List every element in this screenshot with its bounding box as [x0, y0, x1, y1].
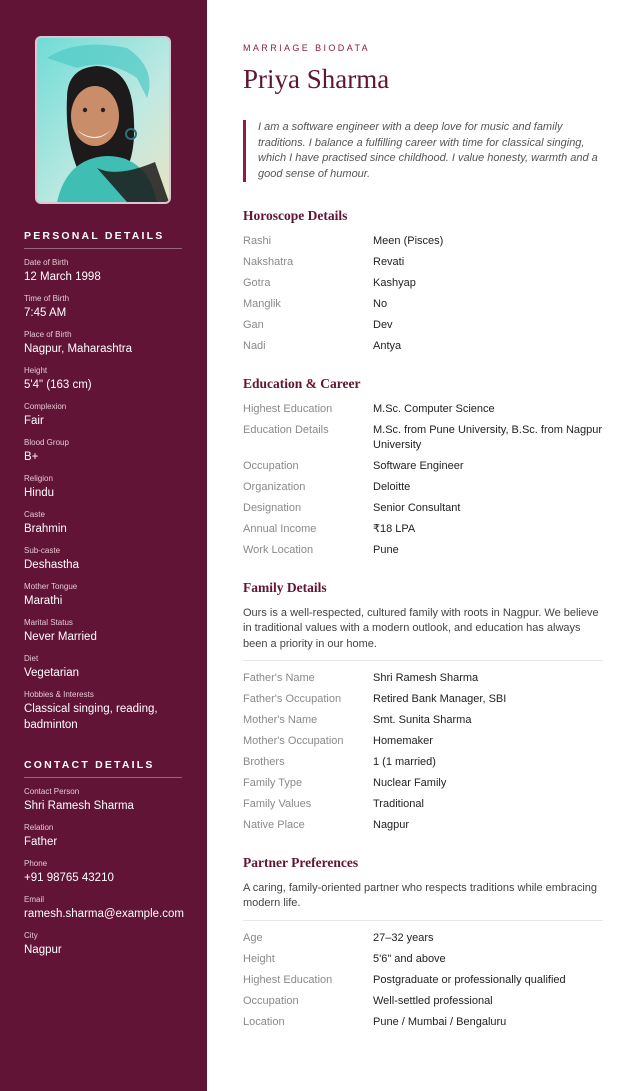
partner-row-label: Highest Education [243, 973, 333, 986]
partner-row-value: Well-settled professional [373, 994, 493, 1007]
education-row-label: Annual Income [243, 523, 317, 535]
horoscope-row-value: Antya [373, 340, 402, 352]
personal-detail-label: Mother Tongue [24, 582, 78, 591]
personal-detail-item [24, 545, 183, 573]
contact-detail-item [24, 930, 183, 958]
family-row-value: Smt. Sunita Sharma [373, 714, 472, 726]
personal-detail-value: Marathi [24, 595, 63, 607]
personal-detail-label: Marital Status [24, 618, 73, 627]
personal-detail-value: Vegetarian [24, 667, 79, 679]
education-row-label: Education Details [243, 423, 329, 436]
contact-detail-value: Father [24, 836, 58, 848]
personal-detail-value: 12 March 1998 [24, 271, 101, 283]
horoscope-row-value: Meen (Pisces) [373, 235, 444, 247]
personal-detail-item [24, 617, 183, 645]
personal-detail-value: Deshastha [24, 559, 79, 571]
personal-detail-label: Religion [24, 474, 53, 483]
horoscope-row-label: Rashi [243, 235, 272, 247]
education-section [243, 376, 610, 559]
contact-detail-value: Shri Ramesh Sharma [24, 800, 134, 812]
partner-rows [243, 931, 610, 1031]
personal-detail-item [24, 581, 183, 609]
partner-row [243, 973, 610, 989]
personal-detail-label: Place of Birth [24, 330, 72, 339]
education-row-label: Occupation [243, 460, 299, 472]
family-row [243, 776, 610, 792]
family-title: Family Details [243, 579, 327, 595]
family-row-label: Brothers [243, 756, 285, 768]
personal-details-heading: PERSONAL DETAILS [24, 230, 182, 249]
horoscope-row-value: No [373, 298, 388, 310]
contact-detail-label: City [24, 931, 38, 940]
candidate-name: Priya Sharma [243, 64, 390, 94]
education-row-value: M.Sc. from Pune University, B.Sc. from Nagpur University [373, 423, 603, 451]
family-row-value: Shri Ramesh Sharma [373, 672, 479, 684]
partner-row-label: Height [243, 952, 275, 965]
personal-detail-item [24, 473, 183, 501]
partner-row-value: Pune / Mumbai / Bengaluru [373, 1015, 507, 1028]
horoscope-row-label: Manglik [243, 298, 281, 310]
family-row [243, 755, 610, 771]
contact-detail-label: Contact Person [24, 787, 80, 796]
personal-detail-value: Never Married [24, 631, 97, 643]
contact-detail-label: Email [24, 895, 45, 904]
profile-photo [35, 36, 171, 204]
horoscope-section [243, 208, 610, 355]
family-row-value: Traditional [373, 798, 424, 810]
education-rows [243, 402, 610, 559]
contact-detail-label: Phone [24, 859, 48, 868]
sidebar [0, 0, 207, 1091]
family-row-label: Father's Name [243, 672, 315, 684]
contact-detail-label: Relation [24, 823, 54, 832]
personal-detail-item [24, 653, 183, 681]
contact-detail-item [24, 894, 183, 922]
horoscope-title: Horoscope Details [243, 208, 348, 223]
horoscope-row [243, 297, 610, 313]
personal-detail-label: Diet [24, 654, 39, 663]
personal-detail-value: Hindu [24, 487, 55, 499]
personal-detail-item [24, 257, 183, 285]
contact-detail-item [24, 858, 183, 886]
education-row-value: M.Sc. Computer Science [373, 402, 495, 415]
personal-detail-item [24, 365, 183, 393]
contact-detail-item [24, 822, 183, 850]
main-content [207, 0, 640, 1091]
partner-row-value: 5'6" and above [373, 952, 446, 965]
horoscope-row [243, 276, 610, 292]
family-row-label: Father's Occupation [243, 693, 342, 705]
personal-detail-item [24, 437, 183, 465]
partner-row-value: 27–32 years [373, 931, 434, 944]
family-row-label: Mother's Occupation [243, 735, 344, 747]
education-row [243, 423, 610, 454]
personal-detail-value: 5'4" (163 cm) [24, 379, 92, 391]
family-row-value: 1 (1 married) [373, 756, 436, 768]
horoscope-row [243, 339, 610, 355]
family-row-value: Homemaker [373, 735, 433, 747]
contact-details-list [24, 786, 183, 958]
education-title: Education & Career [243, 375, 361, 391]
contact-detail-value: Nagpur [24, 944, 62, 956]
personal-detail-label: Blood Group [24, 438, 69, 447]
horoscope-row-value: Revati [373, 256, 405, 268]
personal-detail-value: 7:45 AM [24, 307, 67, 319]
personal-detail-value: Nagpur, Maharashtra [24, 343, 133, 355]
personal-detail-value: B+ [24, 451, 39, 463]
partner-section [243, 855, 610, 1031]
partner-row-value: Postgraduate or professionally qualified [373, 973, 566, 986]
horoscope-rows [243, 234, 610, 355]
education-row [243, 402, 610, 418]
education-row-value: Deloitte [373, 481, 411, 493]
personal-detail-label: Time of Birth [24, 294, 70, 303]
contact-detail-value: +91 98765 43210 [24, 872, 114, 884]
contact-details-heading: CONTACT DETAILS [24, 759, 182, 778]
personal-detail-item [24, 293, 183, 321]
family-row-value: Nuclear Family [373, 777, 447, 789]
document-type-label: MARRIAGE BIODATA [243, 43, 371, 53]
partner-title: Partner Preferences [243, 854, 359, 870]
intro-quote: I am a software engineer with a deep love for music and family traditions. I balance a fulfilling career with time for classical singing, which I have practised since childhood. I value honesty, warmth and a good sense of humour. [243, 120, 608, 182]
family-row [243, 692, 610, 708]
partner-row [243, 1015, 610, 1031]
contact-detail-value: ramesh.sharma@example.com [24, 908, 184, 920]
education-row-label: Work Location [243, 544, 314, 556]
education-row [243, 459, 610, 475]
partner-row [243, 931, 610, 947]
contact-detail-item [24, 786, 183, 814]
partner-row [243, 952, 610, 968]
horoscope-row [243, 255, 610, 271]
horoscope-row-label: Gan [243, 319, 264, 331]
family-row-label: Native Place [243, 819, 305, 831]
personal-detail-item [24, 689, 183, 733]
personal-details-list [24, 257, 183, 733]
family-row-label: Family Values [243, 798, 312, 810]
family-row-label: Family Type [243, 777, 303, 789]
education-row-value: Software Engineer [373, 460, 464, 472]
horoscope-row [243, 318, 610, 334]
personal-detail-item [24, 329, 183, 357]
family-description: Ours is a well-respected, cultured family with roots in Nagpur. We believe in traditional values with a modern outlook, and education has always been a priority in our home. [243, 606, 603, 662]
partner-row [243, 994, 610, 1010]
horoscope-row-label: Nadi [243, 340, 266, 352]
partner-row-label: Location [243, 1015, 285, 1028]
family-row [243, 818, 610, 834]
personal-detail-label: Complexion [24, 402, 67, 411]
family-row-value: Nagpur [373, 819, 410, 831]
personal-detail-value: Fair [24, 415, 44, 427]
family-row-value: Retired Bank Manager, SBI [373, 693, 507, 705]
personal-detail-item [24, 509, 183, 537]
personal-detail-value: Classical singing, reading, badminton [24, 703, 158, 731]
family-rows [243, 671, 610, 834]
family-section [243, 580, 610, 834]
education-row [243, 501, 610, 517]
personal-detail-label: Caste [24, 510, 45, 519]
education-row-label: Highest Education [243, 402, 333, 415]
family-row [243, 734, 610, 750]
personal-detail-label: Date of Birth [24, 258, 69, 267]
partner-row-label: Age [243, 931, 263, 944]
education-row [243, 543, 610, 559]
education-row-value: ₹18 LPA [373, 523, 416, 535]
partner-description: A caring, family-oriented partner who respects traditions while embracing modern life. [243, 881, 603, 921]
family-row [243, 713, 610, 729]
horoscope-row-label: Nakshatra [243, 256, 294, 268]
personal-detail-label: Height [24, 366, 48, 375]
family-row-label: Mother's Name [243, 714, 318, 726]
horoscope-row-value: Dev [373, 319, 393, 331]
partner-row-label: Occupation [243, 994, 299, 1007]
education-row-label: Organization [243, 481, 306, 493]
portrait-image [37, 38, 169, 202]
education-row-label: Designation [243, 502, 302, 514]
personal-detail-label: Sub-caste [24, 546, 61, 555]
education-row [243, 480, 610, 496]
horoscope-row-label: Gotra [243, 277, 271, 289]
personal-detail-value: Brahmin [24, 523, 67, 535]
horoscope-row-value: Kashyap [373, 277, 416, 289]
education-row [243, 522, 610, 538]
family-row [243, 671, 610, 687]
horoscope-row [243, 234, 610, 250]
family-row [243, 797, 610, 813]
personal-detail-label: Hobbies & Interests [24, 690, 94, 699]
personal-detail-item [24, 401, 183, 429]
education-row-value: Senior Consultant [373, 502, 461, 514]
education-row-value: Pune [373, 544, 399, 556]
